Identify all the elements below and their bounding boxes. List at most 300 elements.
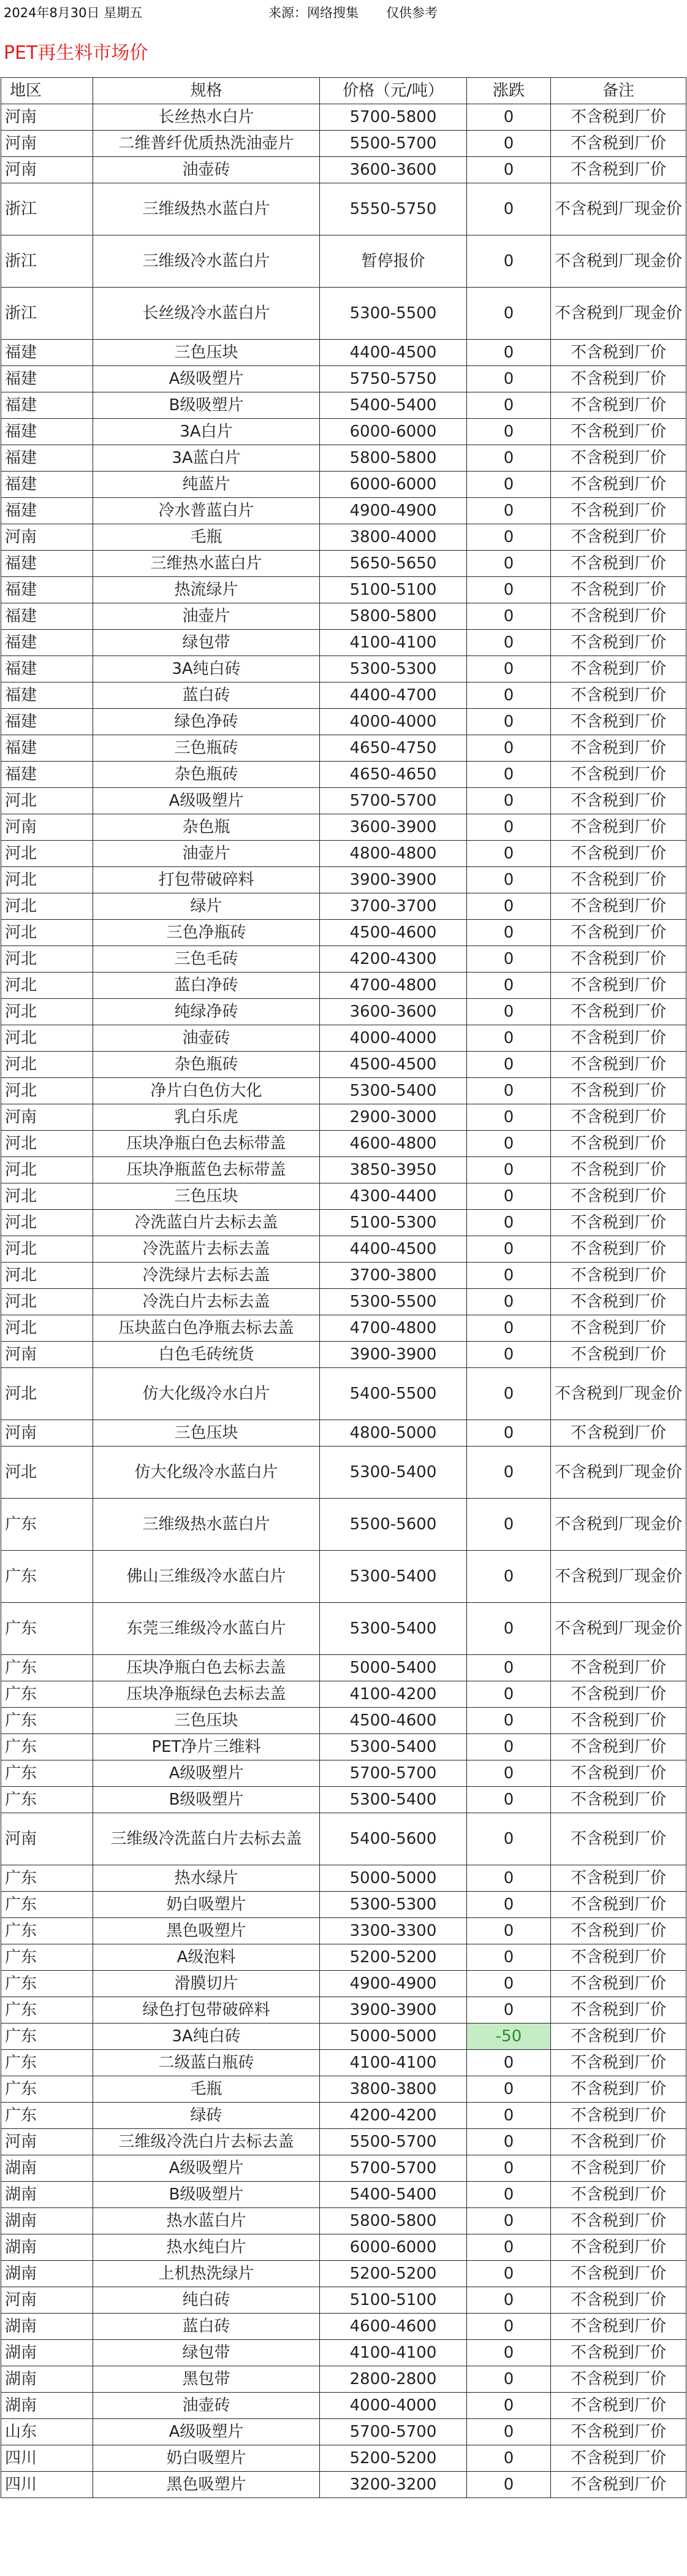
table-row — [1, 920, 686, 946]
region-cell: 河北 — [1, 1447, 93, 1499]
note-cell: 不含税到厂价 — [551, 366, 686, 392]
change-cell: 0 — [467, 2419, 551, 2445]
region-cell: 广东 — [1, 1499, 93, 1551]
region-cell: 广东 — [1, 1760, 93, 1787]
spec-cell: 毛瓶 — [93, 2076, 320, 2103]
table-row — [1, 577, 686, 603]
price-cell: 5000-5000 — [320, 2024, 467, 2050]
spec-cell: 奶白吸塑片 — [93, 1892, 320, 1918]
spec-cell: A级吸塑片 — [93, 366, 320, 392]
price-cell: 5200-5200 — [320, 2445, 467, 2472]
region-cell: 广东 — [1, 1787, 93, 1813]
table-row — [1, 2182, 686, 2208]
spec-cell: 3A纯白砖 — [93, 2024, 320, 2050]
table-row — [1, 1944, 686, 1971]
price-cell: 5300-5400 — [320, 1078, 467, 1104]
region-cell: 河北 — [1, 973, 93, 999]
spec-cell: 油壶砖 — [93, 2393, 320, 2419]
note-cell: 不含税到厂价 — [551, 1787, 686, 1813]
spec-cell: 三色毛砖 — [93, 946, 320, 973]
change-cell: 0 — [467, 104, 551, 131]
note-cell: 不含税到厂价 — [551, 814, 686, 841]
price-cell: 5300-5300 — [320, 1892, 467, 1918]
region-cell: 河北 — [1, 1183, 93, 1210]
change-cell: 0 — [467, 2393, 551, 2419]
column-header-spec: 规格 — [93, 78, 320, 104]
spec-cell: 白色毛砖统货 — [93, 1342, 320, 1368]
note-cell: 不含税到厂价 — [551, 2314, 686, 2340]
table-row — [1, 1315, 686, 1342]
column-header-change: 涨跌 — [467, 78, 551, 104]
note-cell: 不含税到厂现金价 — [551, 1368, 686, 1420]
region-cell: 河北 — [1, 841, 93, 867]
table-row — [1, 735, 686, 762]
price-cell: 5700-5700 — [320, 2419, 467, 2445]
spec-cell: 杂色瓶砖 — [93, 1052, 320, 1078]
region-cell: 广东 — [1, 1655, 93, 1681]
region-cell: 河北 — [1, 1157, 93, 1183]
price-cell: 5800-5800 — [320, 603, 467, 630]
change-cell: 0 — [467, 551, 551, 577]
region-cell: 湖南 — [1, 2261, 93, 2287]
region-cell: 河南 — [1, 814, 93, 841]
change-cell: 0 — [467, 1183, 551, 1210]
table-row — [1, 2234, 686, 2261]
spec-cell: 压块净瓶蓝色去标带盖 — [93, 1157, 320, 1183]
note-cell: 不含税到厂价 — [551, 2340, 686, 2366]
region-cell: 河北 — [1, 1131, 93, 1157]
region-cell: 湖南 — [1, 2366, 93, 2393]
note-cell: 不含税到厂现金价 — [551, 1603, 686, 1655]
change-cell: 0 — [467, 1760, 551, 1787]
price-cell: 6000-6000 — [320, 2234, 467, 2261]
note-cell: 不含税到厂价 — [551, 2419, 686, 2445]
price-cell: 5700-5800 — [320, 104, 467, 131]
note-cell: 不含税到厂价 — [551, 392, 686, 419]
region-cell: 河北 — [1, 1210, 93, 1236]
spec-cell: B级吸塑片 — [93, 2182, 320, 2208]
table-row — [1, 893, 686, 920]
change-cell: 0 — [467, 472, 551, 498]
price-cell: 4400-4500 — [320, 1236, 467, 1263]
note-cell: 不含税到厂价 — [551, 1104, 686, 1131]
spec-cell: 热水绿片 — [93, 1865, 320, 1892]
price-cell: 5200-5200 — [320, 2261, 467, 2287]
change-cell: 0 — [467, 1865, 551, 1892]
change-cell: 0 — [467, 1655, 551, 1681]
spec-cell: 三色压块 — [93, 340, 320, 366]
change-cell: 0 — [467, 340, 551, 366]
table-row — [1, 2208, 686, 2234]
spec-cell: 蓝白砖 — [93, 2314, 320, 2340]
spec-cell: 冷洗蓝白片去标去盖 — [93, 1210, 320, 1236]
table-row — [1, 709, 686, 735]
change-cell: 0 — [467, 1681, 551, 1708]
spec-cell: 净片白色仿大化 — [93, 1078, 320, 1104]
table-row — [1, 419, 686, 445]
table-row — [1, 2261, 686, 2287]
note-cell: 不含税到厂价 — [551, 682, 686, 709]
spec-cell: 油壶片 — [93, 603, 320, 630]
table-row — [1, 340, 686, 366]
table-row — [1, 2024, 686, 2050]
price-cell: 3800-3800 — [320, 2076, 467, 2103]
note-cell: 不含税到厂价 — [551, 1734, 686, 1760]
table-row — [1, 630, 686, 656]
spec-cell: 纯白砖 — [93, 2287, 320, 2314]
report-header — [0, 0, 687, 25]
spec-cell: 纯蓝片 — [93, 472, 320, 498]
price-cell: 5800-5800 — [320, 445, 467, 472]
price-cell: 5000-5000 — [320, 1865, 467, 1892]
table-row — [1, 1104, 686, 1131]
region-cell: 湖南 — [1, 2208, 93, 2234]
note-cell: 不含税到厂价 — [551, 1183, 686, 1210]
region-cell: 广东 — [1, 2050, 93, 2076]
price-cell: 6000-6000 — [320, 472, 467, 498]
spec-cell: 二维普纤优质热洗油壶片 — [93, 131, 320, 157]
change-cell: 0 — [467, 973, 551, 999]
note-cell: 不含税到厂价 — [551, 340, 686, 366]
price-cell: 4800-5000 — [320, 1420, 467, 1447]
table-row — [1, 1368, 686, 1420]
price-cell: 5100-5100 — [320, 577, 467, 603]
price-cell: 5400-5400 — [320, 392, 467, 419]
spec-cell: 压块蓝白色净瓶去标去盖 — [93, 1315, 320, 1342]
note-cell: 不含税到厂价 — [551, 2234, 686, 2261]
region-cell: 河北 — [1, 1315, 93, 1342]
spec-cell: 佛山三维级冷水蓝白片 — [93, 1551, 320, 1603]
price-cell: 5300-5500 — [320, 288, 467, 340]
note-cell: 不含税到厂价 — [551, 131, 686, 157]
change-cell: 0 — [467, 814, 551, 841]
table-row — [1, 1892, 686, 1918]
spec-cell: PET净片三维料 — [93, 1734, 320, 1760]
spec-cell: A级吸塑片 — [93, 2419, 320, 2445]
region-cell: 河南 — [1, 1813, 93, 1865]
region-cell: 广东 — [1, 1734, 93, 1760]
price-cell: 5400-5600 — [320, 1813, 467, 1865]
table-row — [1, 1971, 686, 1997]
change-cell: 0 — [467, 999, 551, 1025]
price-cell: 5100-5100 — [320, 2287, 467, 2314]
spec-cell: 油壶片 — [93, 841, 320, 867]
region-cell: 福建 — [1, 472, 93, 498]
table-row — [1, 1078, 686, 1104]
change-cell: 0 — [467, 1025, 551, 1052]
table-row — [1, 183, 686, 235]
region-cell: 河北 — [1, 788, 93, 814]
price-cell: 4500-4600 — [320, 920, 467, 946]
spec-cell: 杂色瓶砖 — [93, 762, 320, 788]
note-cell: 不含税到厂价 — [551, 1813, 686, 1865]
note-cell: 不含税到厂价 — [551, 1289, 686, 1315]
spec-cell: 三维级冷洗白片去标去盖 — [93, 2129, 320, 2155]
region-cell: 河南 — [1, 1342, 93, 1368]
region-cell: 广东 — [1, 1708, 93, 1734]
change-cell: 0 — [467, 445, 551, 472]
region-cell: 湖南 — [1, 2314, 93, 2340]
table-row — [1, 2050, 686, 2076]
spec-cell: 绿包带 — [93, 630, 320, 656]
note-cell: 不含税到厂价 — [551, 1708, 686, 1734]
note-cell: 不含税到厂价 — [551, 867, 686, 893]
change-cell: 0 — [467, 1289, 551, 1315]
table-row — [1, 1052, 686, 1078]
change-cell: 0 — [467, 682, 551, 709]
region-cell: 河北 — [1, 920, 93, 946]
change-cell: 0 — [467, 1892, 551, 1918]
change-cell: 0 — [467, 2445, 551, 2472]
table-row — [1, 2129, 686, 2155]
change-cell: 0 — [467, 1551, 551, 1603]
price-cell: 2900-3000 — [320, 1104, 467, 1131]
price-cell: 5300-5400 — [320, 1603, 467, 1655]
table-row — [1, 762, 686, 788]
price-cell: 5000-5400 — [320, 1655, 467, 1681]
price-cell: 4700-4800 — [320, 1315, 467, 1342]
table-row — [1, 1499, 686, 1551]
region-cell: 福建 — [1, 603, 93, 630]
spec-cell: 二级蓝白瓶砖 — [93, 2050, 320, 2076]
change-cell: 0 — [467, 656, 551, 682]
region-cell: 福建 — [1, 392, 93, 419]
price-cell: 3600-3900 — [320, 814, 467, 841]
table-row — [1, 1342, 686, 1368]
table-row — [1, 2472, 686, 2498]
spec-cell: 油壶砖 — [93, 1025, 320, 1052]
change-cell: 0 — [467, 2340, 551, 2366]
change-cell: 0 — [467, 1315, 551, 1342]
change-cell: 0 — [467, 2366, 551, 2393]
spec-cell: 三色压块 — [93, 1420, 320, 1447]
spec-cell: 三维级热水蓝白片 — [93, 1499, 320, 1551]
table-row — [1, 1183, 686, 1210]
note-cell: 不含税到厂价 — [551, 1681, 686, 1708]
table-row — [1, 235, 686, 288]
spec-cell: 压块净瓶白色去标去盖 — [93, 1655, 320, 1681]
price-cell: 3900-3900 — [320, 867, 467, 893]
note-cell: 不含税到厂价 — [551, 1131, 686, 1157]
note-cell: 不含税到厂价 — [551, 1342, 686, 1368]
spec-cell: 滑膜切片 — [93, 1971, 320, 1997]
change-cell: 0 — [467, 366, 551, 392]
spec-cell: 三维热水蓝白片 — [93, 551, 320, 577]
region-cell: 福建 — [1, 551, 93, 577]
spec-cell: 打包带破碎料 — [93, 867, 320, 893]
note-cell: 不含税到厂价 — [551, 735, 686, 762]
table-row — [1, 2155, 686, 2182]
region-cell: 福建 — [1, 735, 93, 762]
region-cell: 湖南 — [1, 2182, 93, 2208]
change-cell: 0 — [467, 946, 551, 973]
region-cell: 广东 — [1, 2024, 93, 2050]
region-cell: 河北 — [1, 1025, 93, 1052]
price-cell: 4900-4900 — [320, 498, 467, 524]
note-cell: 不含税到厂价 — [551, 841, 686, 867]
spec-cell: 绿色净砖 — [93, 709, 320, 735]
note-cell: 不含税到厂现金价 — [551, 183, 686, 235]
note-cell: 不含税到厂价 — [551, 2076, 686, 2103]
spec-cell: 黑包带 — [93, 2366, 320, 2393]
price-cell: 4100-4100 — [320, 2050, 467, 2076]
note-cell: 不含税到厂价 — [551, 1971, 686, 1997]
note-cell: 不含税到厂价 — [551, 2024, 686, 2050]
change-cell: 0 — [467, 1342, 551, 1368]
note-cell: 不含税到厂价 — [551, 762, 686, 788]
note-cell: 不含税到厂现金价 — [551, 288, 686, 340]
table-row — [1, 1655, 686, 1681]
price-cell: 4000-4000 — [320, 709, 467, 735]
price-cell: 5300-5300 — [320, 656, 467, 682]
table-row — [1, 288, 686, 340]
region-cell: 山东 — [1, 2419, 93, 2445]
region-cell: 广东 — [1, 1944, 93, 1971]
change-cell: 0 — [467, 920, 551, 946]
column-header-region: 地区 — [1, 78, 93, 104]
table-row — [1, 2340, 686, 2366]
region-cell: 湖南 — [1, 2340, 93, 2366]
price-cell: 4700-4800 — [320, 973, 467, 999]
table-row — [1, 999, 686, 1025]
price-cell: 4100-4100 — [320, 630, 467, 656]
price-cell: 3900-3900 — [320, 1342, 467, 1368]
price-cell: 5300-5400 — [320, 1447, 467, 1499]
table-row — [1, 2366, 686, 2393]
table-row — [1, 2287, 686, 2314]
note-cell: 不含税到厂价 — [551, 2155, 686, 2182]
price-cell: 3200-3200 — [320, 2472, 467, 2498]
spec-cell: 热水蓝白片 — [93, 2208, 320, 2234]
price-cell: 4600-4800 — [320, 1131, 467, 1157]
note-cell: 不含税到厂价 — [551, 2393, 686, 2419]
spec-cell: 仿大化级冷水白片 — [93, 1368, 320, 1420]
table-row — [1, 1236, 686, 1263]
price-cell: 5300-5400 — [320, 1551, 467, 1603]
price-cell: 4200-4300 — [320, 946, 467, 973]
change-cell: 0 — [467, 893, 551, 920]
change-cell: 0 — [467, 788, 551, 814]
spec-cell: A级吸塑片 — [93, 1760, 320, 1787]
table-row — [1, 973, 686, 999]
table-row — [1, 1263, 686, 1289]
note-cell: 不含税到厂价 — [551, 2261, 686, 2287]
region-cell: 福建 — [1, 340, 93, 366]
note-cell: 不含税到厂现金价 — [551, 1551, 686, 1603]
report-title: PET再生料市场价 — [4, 42, 148, 64]
note-cell: 不含税到厂价 — [551, 498, 686, 524]
spec-cell: 三色净瓶砖 — [93, 920, 320, 946]
price-cell: 4400-4700 — [320, 682, 467, 709]
region-cell: 福建 — [1, 709, 93, 735]
note-cell: 不含税到厂价 — [551, 445, 686, 472]
region-cell: 福建 — [1, 577, 93, 603]
spec-cell: 压块净瓶白色去标带盖 — [93, 1131, 320, 1157]
spec-cell: 三色压块 — [93, 1183, 320, 1210]
table-row — [1, 2103, 686, 2129]
change-cell: 0 — [467, 1368, 551, 1420]
table-row — [1, 1787, 686, 1813]
table-row — [1, 2314, 686, 2340]
change-cell: 0 — [467, 1078, 551, 1104]
table-row — [1, 814, 686, 841]
table-row — [1, 1157, 686, 1183]
region-cell: 福建 — [1, 630, 93, 656]
region-cell: 四川 — [1, 2445, 93, 2472]
spec-cell: 毛瓶 — [93, 524, 320, 551]
region-cell: 河北 — [1, 999, 93, 1025]
note-cell: 不含税到厂价 — [551, 1997, 686, 2024]
spec-cell: 3A纯白砖 — [93, 656, 320, 682]
table-row — [1, 392, 686, 419]
table-row — [1, 524, 686, 551]
change-cell: 0 — [467, 577, 551, 603]
change-cell: 0 — [467, 1708, 551, 1734]
spec-cell: 长丝级冷水蓝白片 — [93, 288, 320, 340]
region-cell: 湖南 — [1, 2155, 93, 2182]
column-header-note: 备注 — [551, 78, 686, 104]
spec-cell: 绿包带 — [93, 2340, 320, 2366]
price-cell: 5300-5400 — [320, 1734, 467, 1760]
note-cell: 不含税到厂价 — [551, 1315, 686, 1342]
note-cell: 不含税到厂价 — [551, 1944, 686, 1971]
note-cell: 不含税到厂价 — [551, 920, 686, 946]
change-cell: 0 — [467, 1813, 551, 1865]
table-row — [1, 682, 686, 709]
note-cell: 不含税到厂价 — [551, 893, 686, 920]
price-cell: 4100-4200 — [320, 1681, 467, 1708]
note-cell: 不含税到厂现金价 — [551, 235, 686, 288]
table-row — [1, 841, 686, 867]
spec-cell: B级吸塑片 — [93, 1787, 320, 1813]
price-cell: 5700-5700 — [320, 1760, 467, 1787]
note-cell: 不含税到厂价 — [551, 1052, 686, 1078]
price-table — [1, 77, 686, 2498]
price-cell: 5500-5700 — [320, 2129, 467, 2155]
price-cell: 5400-5500 — [320, 1368, 467, 1420]
change-cell: 0 — [467, 524, 551, 551]
spec-cell: A级吸塑片 — [93, 2155, 320, 2182]
change-cell: 0 — [467, 1052, 551, 1078]
spec-cell: 蓝白净砖 — [93, 973, 320, 999]
change-cell: 0 — [467, 1734, 551, 1760]
region-cell: 河南 — [1, 2287, 93, 2314]
spec-cell: B级吸塑片 — [93, 392, 320, 419]
spec-cell: 冷洗蓝片去标去盖 — [93, 1236, 320, 1263]
note-cell: 不含税到厂价 — [551, 2129, 686, 2155]
change-cell: 0 — [467, 235, 551, 288]
price-cell: 5300-5500 — [320, 1289, 467, 1315]
change-cell: 0 — [467, 2261, 551, 2287]
price-cell: 3700-3800 — [320, 1263, 467, 1289]
change-cell: 0 — [467, 2208, 551, 2234]
change-cell: 0 — [467, 2155, 551, 2182]
table-row — [1, 1210, 686, 1236]
change-cell: 0 — [467, 131, 551, 157]
price-cell: 5400-5400 — [320, 2182, 467, 2208]
change-cell: 0 — [467, 2234, 551, 2261]
price-cell: 5800-5800 — [320, 2208, 467, 2234]
spec-cell: 热流绿片 — [93, 577, 320, 603]
note-cell: 不含税到厂价 — [551, 1210, 686, 1236]
region-cell: 福建 — [1, 366, 93, 392]
region-cell: 福建 — [1, 498, 93, 524]
price-cell: 5500-5700 — [320, 131, 467, 157]
region-cell: 广东 — [1, 1681, 93, 1708]
spec-cell: 三色压块 — [93, 1708, 320, 1734]
spec-cell: 黑色吸塑片 — [93, 2472, 320, 2498]
change-cell: 0 — [467, 1236, 551, 1263]
